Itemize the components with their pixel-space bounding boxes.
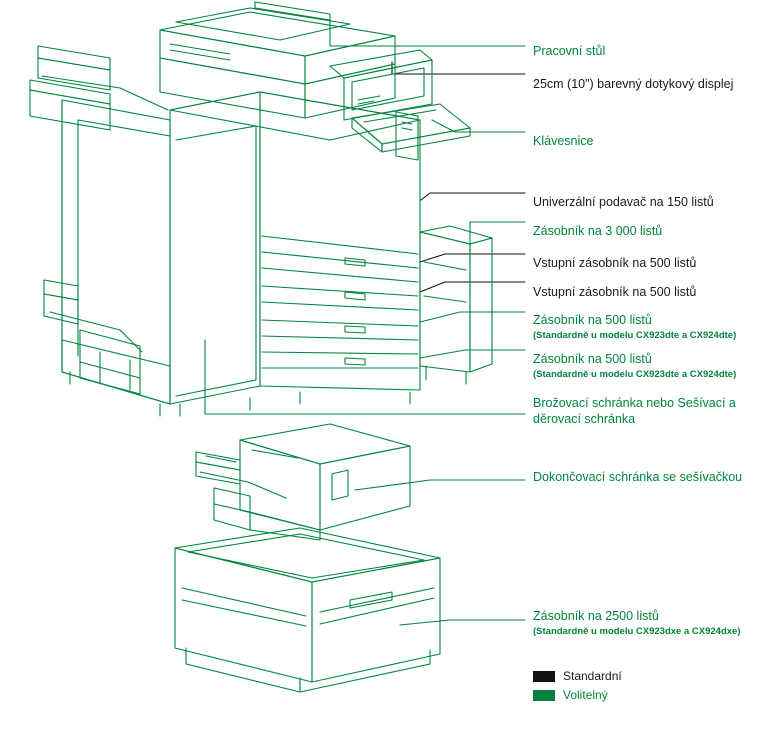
- callout-tray-3000: [533, 224, 662, 240]
- callout-bypass-feeder: [533, 195, 714, 211]
- callout-staple-finisher: [533, 470, 742, 486]
- callout-label: Zásobník na 3 000 listů: [533, 224, 663, 238]
- callout-label: 25cm (10") barevný dotykový displej: [533, 77, 734, 91]
- callout-tray-2500: [533, 609, 740, 638]
- callout-label: Vstupní zásobník na 500 listů: [533, 256, 697, 270]
- legend: [533, 668, 733, 706]
- leader-lines: [330, 20, 525, 46]
- callout-tray-500-b: [533, 352, 736, 381]
- callout-input-tray-500-a: [533, 256, 696, 272]
- callout-subtext: (Standardně u modelu CX923dxe a CX924dxe): [533, 625, 741, 637]
- legend-label-standard: Standardní: [563, 669, 622, 683]
- callout-label: Zásobník na 500 listů: [533, 313, 652, 327]
- callout-tray-500-a: [533, 313, 736, 342]
- legend-item-optional: [533, 687, 733, 703]
- callout-label: Vstupní zásobník na 500 listů: [533, 285, 697, 299]
- callout-subtext: (Standardně u modelu CX923dte a CX924dte): [533, 368, 737, 380]
- callout-worktable: [533, 44, 605, 60]
- legend-swatch-optional: [533, 690, 555, 701]
- callout-input-tray-500-b: [533, 285, 696, 301]
- callout-subtext: (Standardně u modelu CX923dte a CX924dte): [533, 329, 737, 341]
- callout-label: Zásobník na 2500 listů: [533, 609, 659, 623]
- legend-label-optional: Volitelný: [563, 688, 608, 702]
- legend-item-standard: [533, 668, 733, 684]
- callout-touchscreen: [533, 77, 733, 93]
- callout-label: Pracovní stůl: [533, 44, 606, 58]
- callout-label: Univerzální podavač na 150 listů: [533, 195, 714, 209]
- legend-swatch-standard: [533, 671, 555, 682]
- callout-keyboard: [533, 134, 593, 150]
- callout-label-line2: děrovací schránka: [533, 411, 636, 426]
- callout-label: Klávesnice: [533, 134, 594, 148]
- callout-label: Zásobník na 500 listů: [533, 352, 652, 366]
- callout-label: Dokončovací schránka se sešívačkou: [533, 470, 743, 484]
- callout-label: Brožovací schránka nebo Sešívací a: [533, 396, 736, 410]
- callout-booklet-finisher: [533, 396, 736, 427]
